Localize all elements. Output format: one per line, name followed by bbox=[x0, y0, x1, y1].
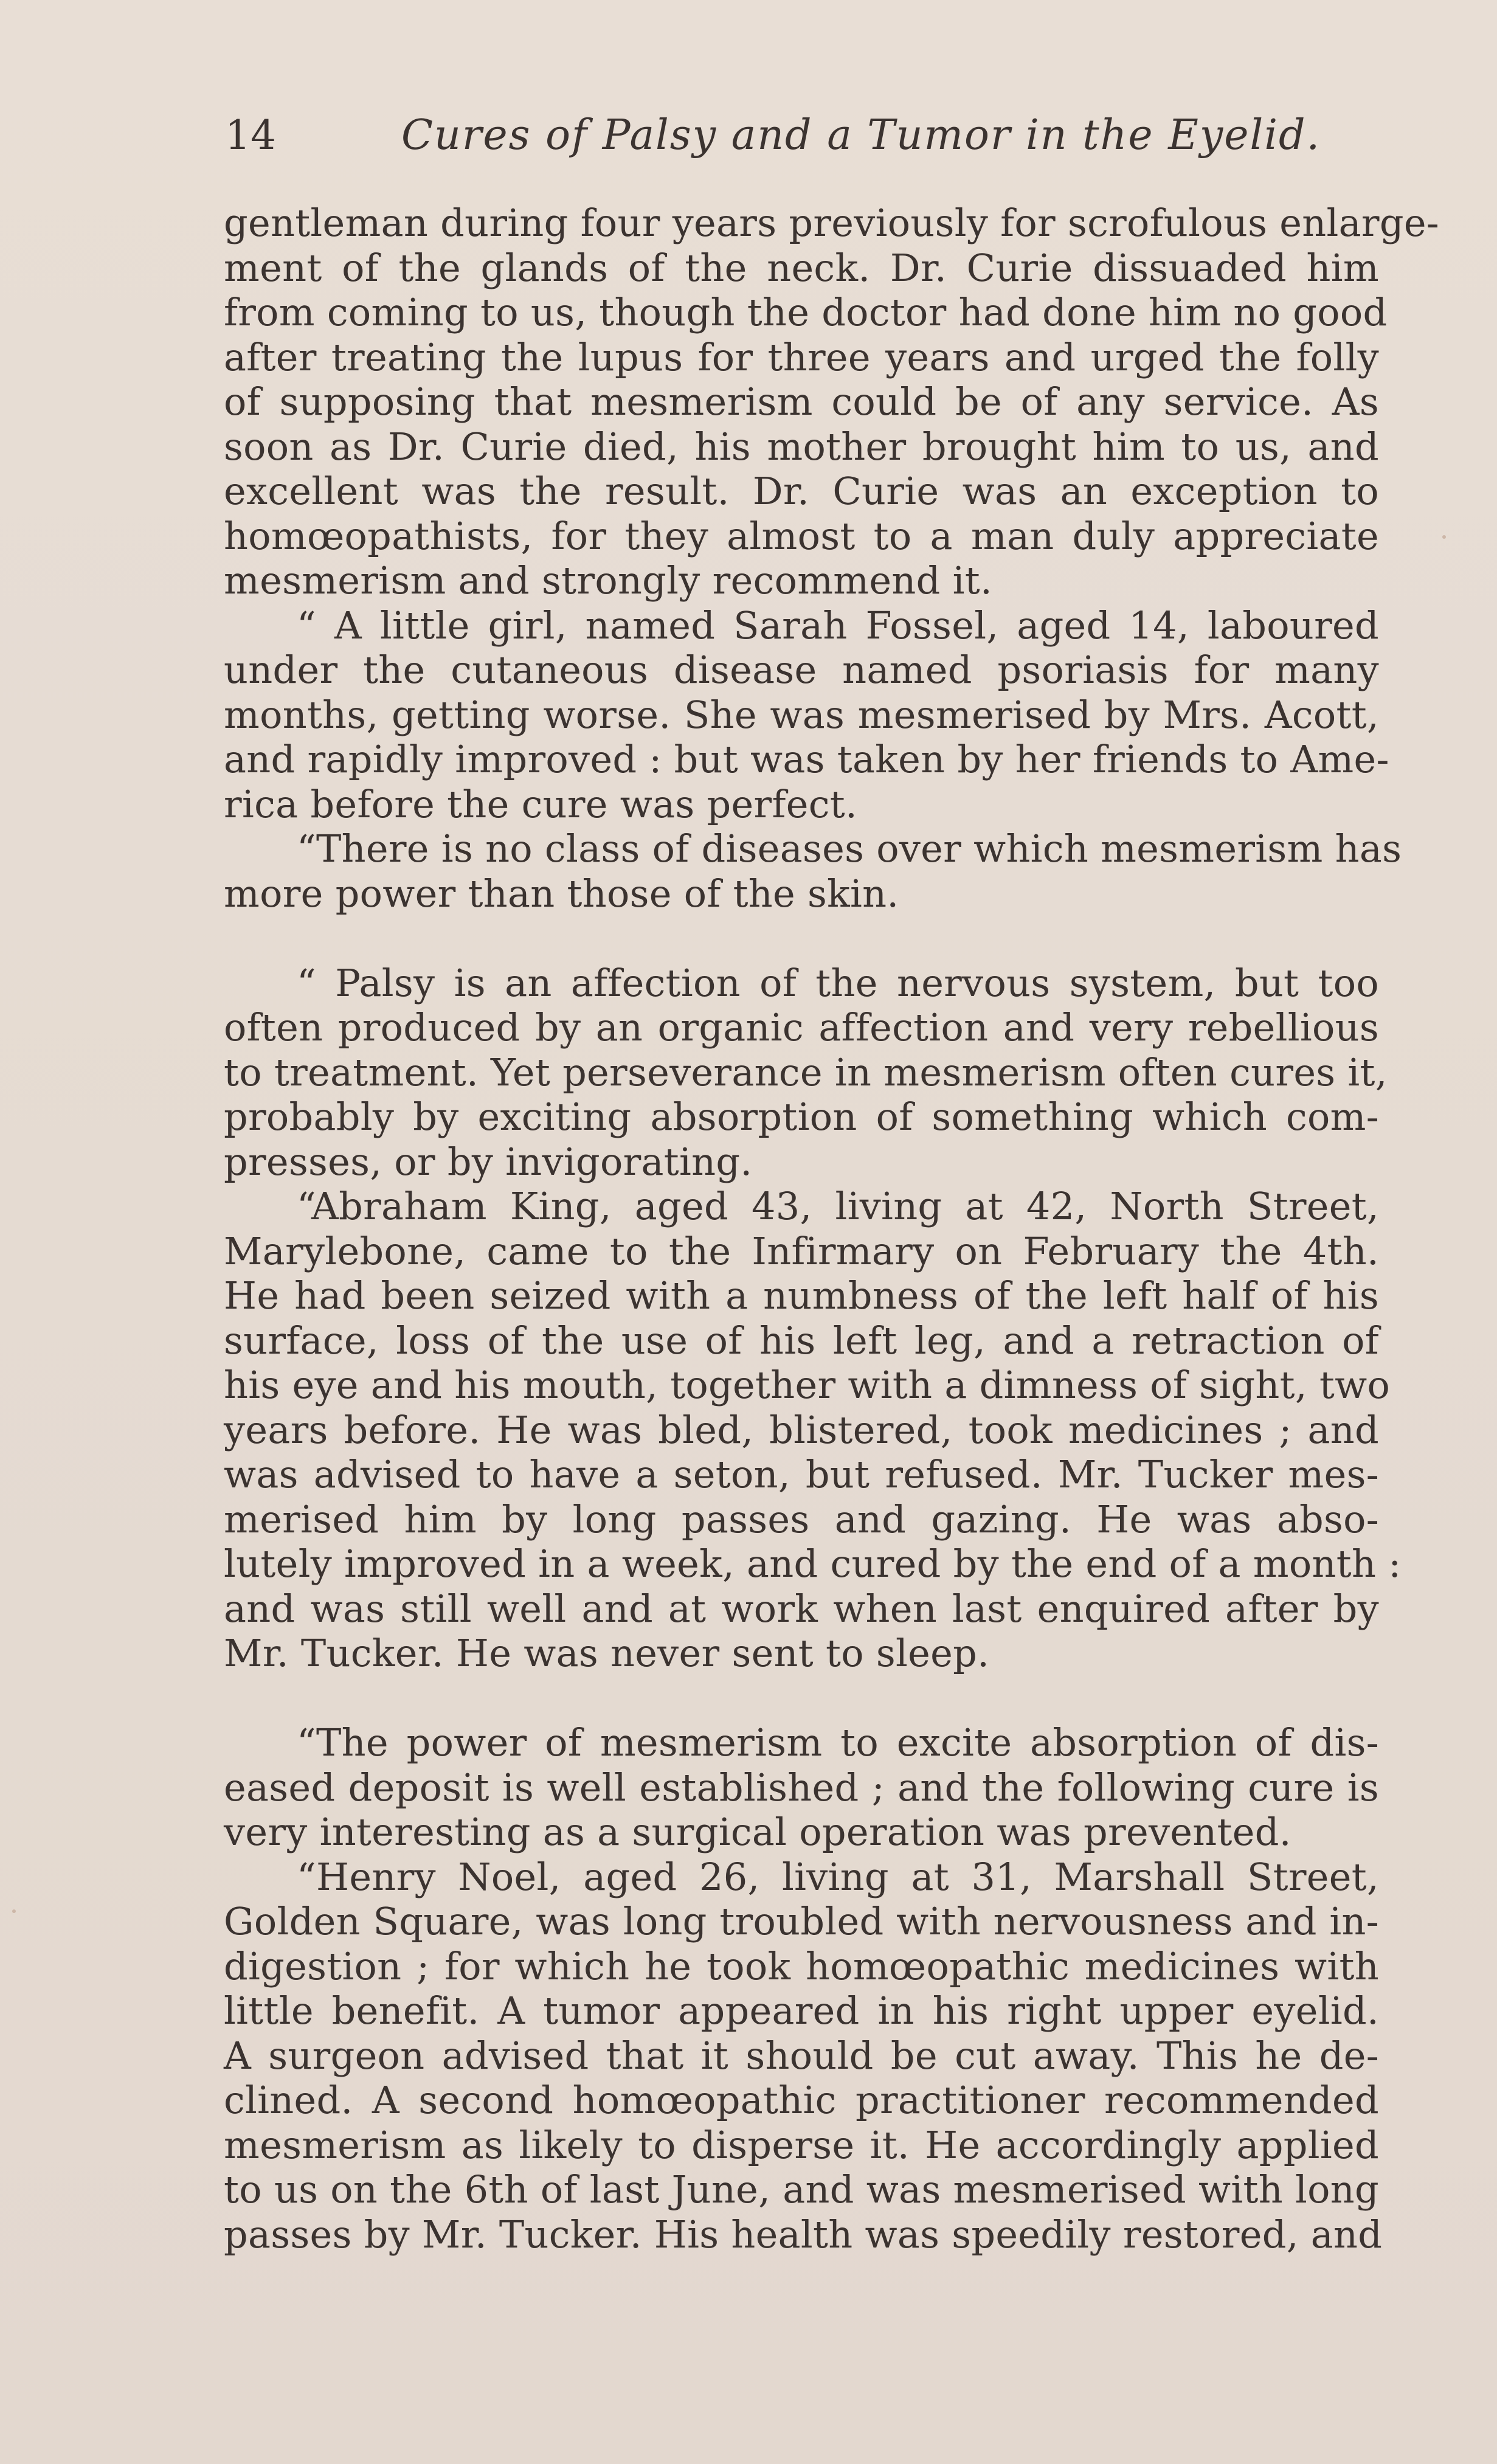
text-line: after treating the lupus for three years and urged the folly bbox=[224, 334, 1379, 379]
text-line: clined. A second homœopathic practitioner recommended bbox=[224, 2078, 1379, 2122]
text-line: eased deposit is well established ; and the following cure is bbox=[224, 1765, 1379, 1810]
text-line: lutely improved in a week, and cured by the end of a month : bbox=[224, 1542, 1402, 1586]
paper-speck bbox=[12, 1909, 16, 1913]
text-line: mesmerism as likely to disperse it. He accordingly applied bbox=[224, 2122, 1379, 2167]
text-line: and rapidly improved : but was taken by her friends to Ame- bbox=[224, 737, 1389, 781]
text-line: merised him by long passes and gazing. He was abso- bbox=[224, 1497, 1379, 1542]
text-line: gentleman during four years previously for scrofulous enlarge- bbox=[224, 201, 1440, 245]
text-line: years before. He was bled, blistered, took medicines ; and bbox=[224, 1407, 1379, 1452]
text-line: “The power of mesmerism to excite absorption of dis- bbox=[297, 1720, 1379, 1765]
body-text bbox=[224, 201, 1440, 2257]
text-line: homœopathists, for they almost to a man duly appreciate bbox=[224, 513, 1379, 558]
text-line: “Henry Noel, aged 26, living at 31, Marshall Street, bbox=[297, 1854, 1379, 1899]
text-line: and was still well and at work when last enquired after by bbox=[224, 1586, 1379, 1631]
text-line: months, getting worse. She was mesmerised by Mrs. Acott, bbox=[224, 692, 1379, 737]
text-line: more power than those of the skin. bbox=[224, 871, 899, 916]
text-line: He had been seized with a numbness of the left half of his bbox=[224, 1273, 1379, 1318]
running-title: Cures of Palsy and a Tumor in the Eyelid. bbox=[401, 111, 1321, 159]
text-line: probably by exciting absorption of something which com- bbox=[224, 1095, 1379, 1139]
text-line: ment of the glands of the neck. Dr. Curie dissuaded him bbox=[224, 245, 1379, 290]
running-header bbox=[225, 108, 1380, 175]
text-line: “ A little girl, named Sarah Fossel, aged 14, laboured bbox=[297, 603, 1379, 648]
paragraph-gap bbox=[224, 1676, 1379, 1721]
text-line: A surgeon advised that it should be cut away. This he de- bbox=[224, 2033, 1379, 2078]
text-line: Marylebone, came to the Infirmary on February the 4th. bbox=[224, 1228, 1379, 1273]
text-line: of supposing that mesmerism could be of any service. As bbox=[224, 379, 1379, 424]
text-line: surface, loss of the use of his left leg, and a retraction of bbox=[224, 1318, 1379, 1363]
text-line: from coming to us, though the doctor had done him no good bbox=[224, 290, 1388, 334]
text-line: often produced by an organic affection and very rebellious bbox=[224, 1005, 1379, 1050]
paragraph-gap bbox=[224, 916, 1379, 961]
text-line: under the cutaneous disease named psoriasis for many bbox=[224, 648, 1379, 692]
text-line: to treatment. Yet perseverance in mesmerism often cures it, bbox=[224, 1050, 1388, 1095]
text-line: presses, or by invigorating. bbox=[224, 1139, 753, 1184]
text-line: mesmerism and strongly recommend it. bbox=[224, 558, 992, 603]
text-line: his eye and his mouth, together with a dimness of sight, two bbox=[224, 1363, 1391, 1407]
text-line: “There is no class of diseases over which mesmerism has bbox=[297, 826, 1402, 871]
text-line: soon as Dr. Curie died, his mother brought him to us, and bbox=[224, 424, 1379, 469]
page-number: 14 bbox=[225, 112, 276, 159]
text-line: rica before the cure was perfect. bbox=[224, 781, 857, 826]
text-line: “Abraham King, aged 43, living at 42, North Street, bbox=[297, 1184, 1379, 1228]
text-line: passes by Mr. Tucker. His health was speedily restored, and bbox=[224, 2212, 1383, 2257]
text-line: very interesting as a surgical operation was prevented. bbox=[224, 1810, 1291, 1854]
text-line: little benefit. A tumor appeared in his right upper eyelid. bbox=[224, 1988, 1379, 2033]
text-line: digestion ; for which he took homœopathic medicines with bbox=[224, 1943, 1379, 1988]
text-line: Mr. Tucker. He was never sent to sleep. bbox=[224, 1631, 990, 1675]
text-line: to us on the 6th of last June, and was mesmerised with long bbox=[224, 2167, 1379, 2212]
text-line: “ Palsy is an affection of the nervous system, but too bbox=[297, 960, 1379, 1005]
paper-speck bbox=[1442, 535, 1446, 539]
text-line: excellent was the result. Dr. Curie was an exception to bbox=[224, 469, 1379, 513]
text-line: Golden Square, was long troubled with nervousness and in- bbox=[224, 1899, 1379, 1943]
text-line: was advised to have a seton, but refused. Mr. Tucker mes- bbox=[224, 1452, 1379, 1497]
